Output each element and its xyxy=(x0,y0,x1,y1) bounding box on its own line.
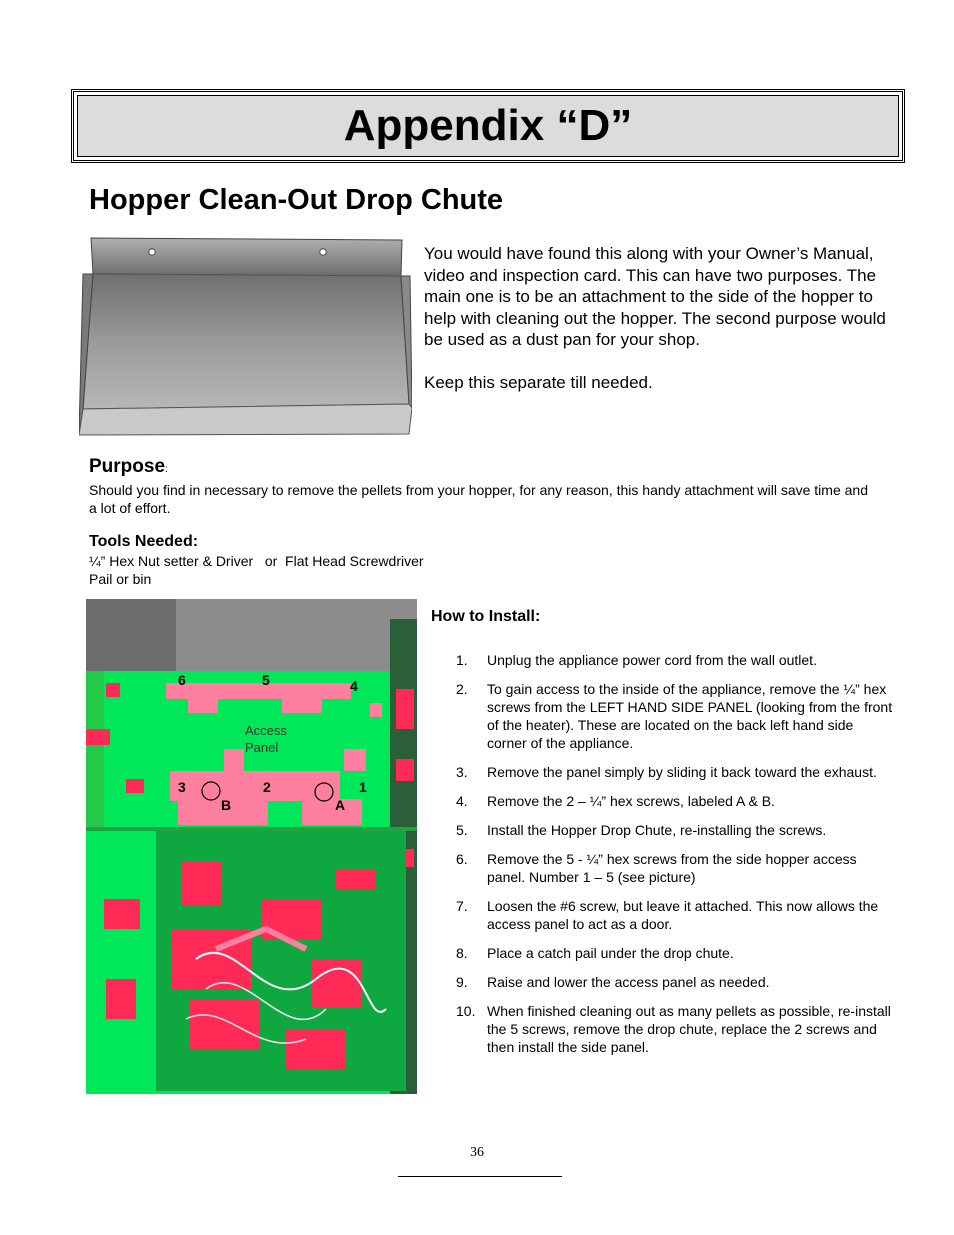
appendix-title-box xyxy=(71,89,905,163)
install-step xyxy=(456,680,896,752)
access-panel-label-line2: Panel xyxy=(245,740,279,755)
intro-paragraph-1: You would have found this along with your Owner’s Manual, video and inspection card. This can have two purposes. The main one is to be an attachment to the side of the hopper to help with cleaning out the hopper. The second purpose would be used as a dust pan for your shop. xyxy=(424,244,886,350)
install-step xyxy=(456,763,896,781)
install-step-number: 2. xyxy=(456,681,468,697)
screw-label-3: 3 xyxy=(178,779,186,795)
purpose-text: Should you find in necessary to remove the pellets from your hopper, for any reason, this handy attachment will save time and a lot of effort. xyxy=(89,482,868,516)
screw-label-6: 6 xyxy=(178,672,186,688)
install-step-number: 10. xyxy=(456,1003,476,1019)
install-step-number: 5. xyxy=(456,822,468,838)
purpose-heading xyxy=(89,456,168,478)
footer-rule xyxy=(398,1176,562,1177)
drop-chute-photo xyxy=(79,236,412,436)
install-step-number: 4. xyxy=(456,793,468,809)
install-step-number: 8. xyxy=(456,945,468,961)
install-step xyxy=(456,850,896,886)
install-step-number: 1. xyxy=(456,652,468,668)
appendix-title: Appendix “D” xyxy=(343,101,633,150)
install-step-number: 6. xyxy=(456,851,468,867)
install-step-number: 3. xyxy=(456,764,468,780)
install-step xyxy=(456,897,896,933)
intro-text xyxy=(424,243,894,394)
hopper-access-panel-photo xyxy=(86,599,417,1094)
screw-label-1: 1 xyxy=(359,779,367,795)
install-step-text: To gain access to the inside of the appliance, remove the ¼” hex screws from the LEFT HAND SIDE PANEL (looking from the front of the heater). These are located on the back left hand side corner of the appliance. xyxy=(487,681,893,751)
install-step xyxy=(456,821,896,839)
install-step-text: Unplug the appliance power cord from the wall outlet. xyxy=(487,652,817,668)
screw-label-4: 4 xyxy=(350,678,358,694)
screw-label-b: B xyxy=(221,797,232,813)
install-step xyxy=(456,792,896,810)
screw-label-2: 2 xyxy=(263,779,271,795)
install-step-number: 7. xyxy=(456,898,468,914)
install-step-text: Remove the panel simply by sliding it back toward the exhaust. xyxy=(487,764,877,780)
screw-label-5: 5 xyxy=(262,672,270,688)
access-panel-label-line1: Access xyxy=(245,723,287,738)
purpose-heading-colon: : xyxy=(165,464,168,475)
section-title: Hopper Clean-Out Drop Chute xyxy=(89,184,504,216)
install-step-text: Loosen the #6 screw, but leave it attached. This now allows the access panel to act as a door. xyxy=(487,898,879,932)
install-step-number: 9. xyxy=(456,974,468,990)
appendix-title-fill xyxy=(77,95,899,157)
install-step-text: Remove the 2 – ¼” hex screws, labeled A & B. xyxy=(487,793,775,809)
install-step-text: Raise and lower the access panel as needed. xyxy=(487,974,770,990)
intro-paragraph-2: Keep this separate till needed. xyxy=(424,373,653,393)
purpose-heading-text: Purpose xyxy=(89,456,166,477)
tools-line-2: Pail or bin xyxy=(89,571,152,587)
page-number: 36 xyxy=(470,1145,484,1160)
install-step xyxy=(456,1002,896,1056)
install-step-text: Install the Hopper Drop Chute, re-installing the screws. xyxy=(487,822,827,838)
install-step xyxy=(456,651,896,669)
tools-line-1: ¼” Hex Nut setter & Driver or Flat Head Screwdriver xyxy=(89,553,424,569)
install-step xyxy=(456,973,896,991)
tools-heading: Tools Needed: xyxy=(89,533,199,550)
install-step xyxy=(456,944,896,962)
install-step-text: Remove the 5 - ¼” hex screws from the side hopper access panel. Number 1 – 5 (see picture) xyxy=(487,851,857,885)
install-step-text: When finished cleaning out as many pellets as possible, re-install the 5 screws, remove the drop chute, replace the 2 screws and then install the side panel. xyxy=(487,1003,891,1055)
tools-list xyxy=(89,552,424,588)
install-step-text: Place a catch pail under the drop chute. xyxy=(487,945,734,961)
install-steps-list xyxy=(456,651,896,1056)
install-heading: How to Install: xyxy=(431,608,541,625)
screw-label-a: A xyxy=(335,797,346,813)
